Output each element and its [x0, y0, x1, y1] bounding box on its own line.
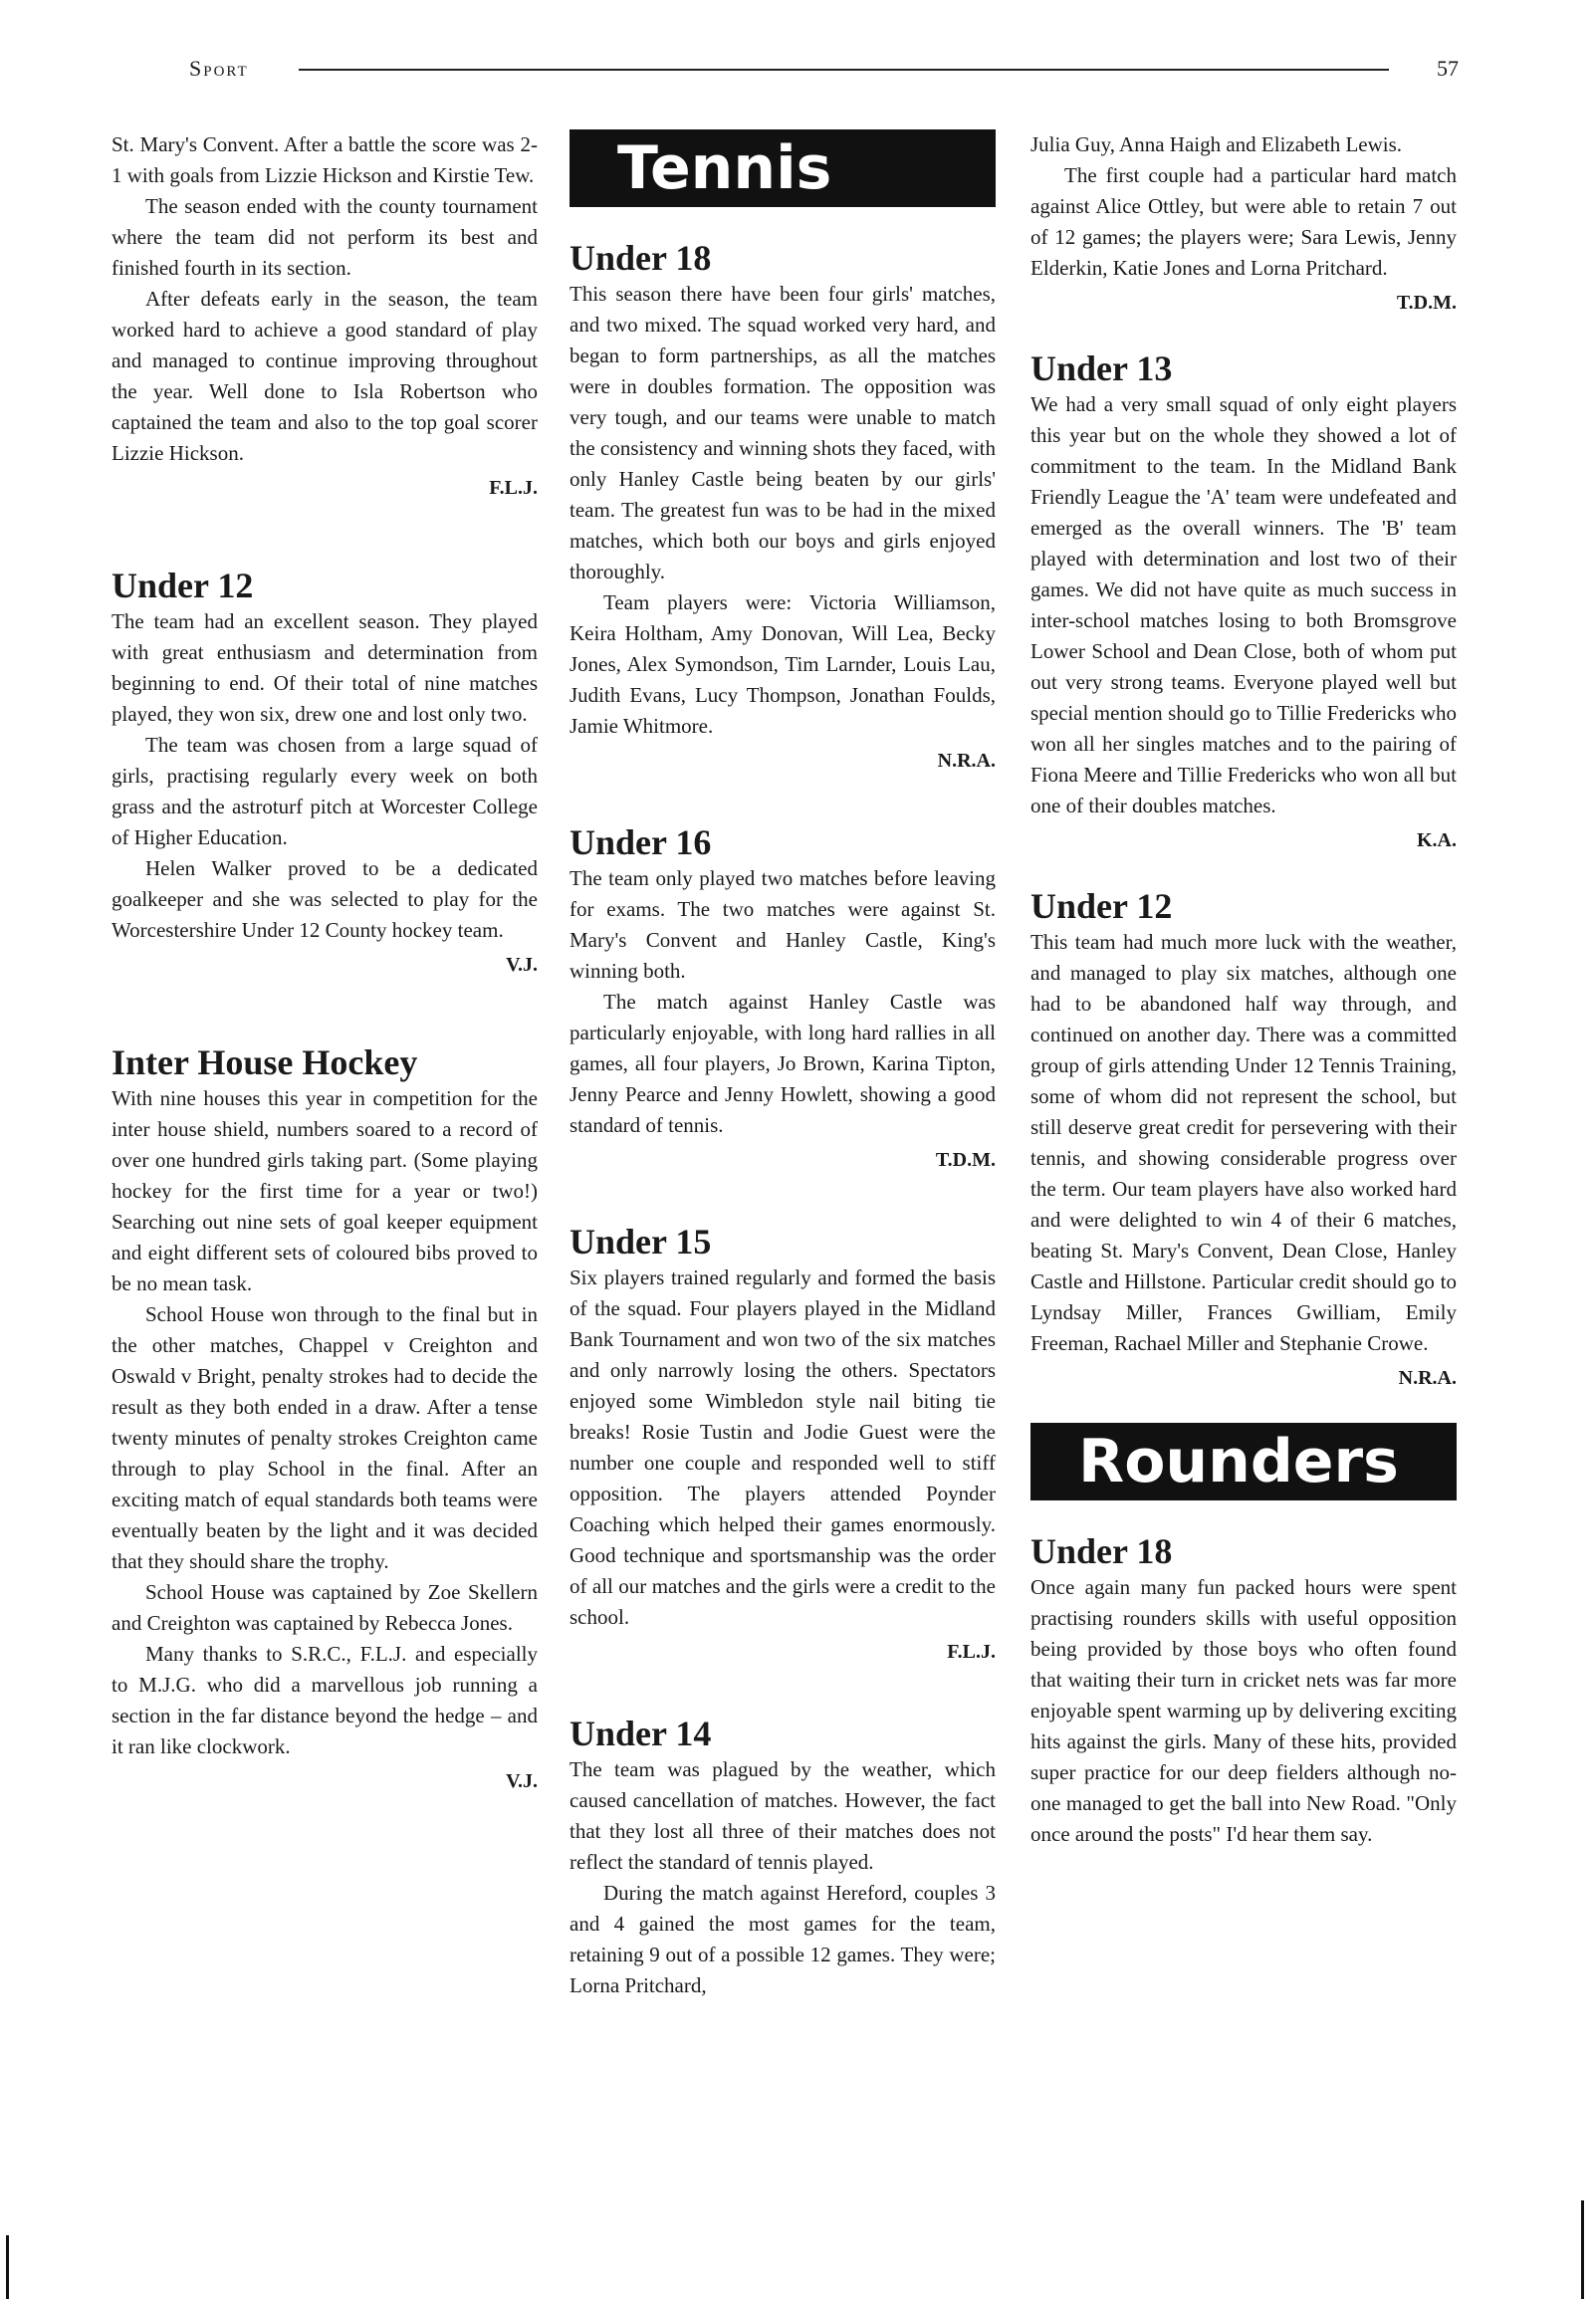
spacer: [570, 1175, 996, 1221]
author-initials: V.J.: [506, 1770, 538, 1792]
spacer: [1030, 855, 1457, 885]
page-header: [189, 50, 1459, 90]
spacer: [570, 776, 996, 821]
paragraph: The season ended with the county tournament where the team did not perform its best and finished fourth in its section.: [112, 194, 538, 280]
spacer: [1030, 318, 1457, 347]
section-heading: Under 18: [1030, 1531, 1173, 1571]
paragraph: The team only played two matches before leaving for exams. The two matches were against St. Mary's Convent and Hanley Castle, King's winning both.: [570, 866, 996, 983]
paragraph: This season there have been four girls' matches, and two mixed. The squad worked very hard, and began to form partnerships, as all the matches were in doubles formation. The opposition was very tough, and our teams were unable to match the consistency and winning shots they faced, with only Hanley Castle being beaten by our girls' team. The greatest fun was to be had in the mixed matches, which both our boys and girls enjoyed thoroughly.: [570, 282, 996, 583]
paragraph: The team was chosen from a large squad of girls, practising regularly every week on both grass and the astroturf pitch at Worcester College of Higher Education.: [112, 733, 538, 849]
rounders-banner: Rounders: [1030, 1423, 1457, 1500]
paragraph: Team players were: Victoria Williamson, Keira Holtham, Amy Donovan, Will Lea, Becky Jones, Alex Symondson, Tim Larnder, Louis Lau, Judith Evans, Lucy Thompson, Jonathan Foulds, Jamie Whitmore.: [570, 590, 996, 738]
section-heading: Under 12: [1030, 886, 1173, 926]
tennis-banner: Tennis: [570, 129, 996, 207]
section-heading: Under 13: [1030, 348, 1173, 388]
paragraph: The match against Hanley Castle was particularly enjoyable, with long hard rallies in all games, all four players, Jo Brown, Karina Tipton, Jenny Pearce and Jenny Howlett, showing a good standard of tennis.: [570, 990, 996, 1137]
section-heading: Under 16: [570, 822, 712, 862]
author-initials: F.L.J.: [947, 1641, 996, 1663]
section-title: Sport: [189, 56, 249, 81]
scan-edge-mark: [6, 2235, 9, 2299]
paragraph: During the match against Hereford, couples 3 and 4 gained the most games for the team, retaining 9 out of a possible 12 games. They were; Lorna Pritchard,: [570, 1881, 996, 1997]
section-heading: Inter House Hockey: [112, 1042, 418, 1082]
paragraph: Helen Walker proved to be a dedicated goalkeeper and she was selected to play for the Worcestershire Under 12 County hockey team.: [112, 856, 538, 942]
spacer: [112, 503, 538, 565]
paragraph: School House won through to the final but in the other matches, Chappel v Creighton and Oswald v Bright, penalty strokes had to decide the result as they both ended in a draw. After a tense twenty minutes of penalty strokes Creighton came through to play School in the final. After an exciting match of equal standards both teams were eventually beaten by the light and it was decided that they should share the trophy.: [112, 1302, 538, 1573]
paragraph: We had a very small squad of only eight players this year but on the whole they showed a lot of commitment to the team. In the Midland Bank Friendly League the 'A' team were undefeated and emerged as the overall winners. The 'B' team played with determination and lost two of their games. We did not have quite as much success in inter-school matches losing to both Bromsgrove Lower School and Dean Close, both of whom put out very strong teams. Everyone played well but special mention should go to Tillie Fredericks who won all her singles matches and to the pairing of Fiona Meere and Tillie Fredericks who won all but one of their doubles matches.: [1030, 392, 1457, 817]
scan-edge-mark: [1581, 2200, 1584, 2299]
section-heading: Under 15: [570, 1222, 712, 1262]
paragraph: With nine houses this year in competition for the inter house shield, numbers soared to a record of over one hundred girls taking part. (Some playing hockey for the first time for a year or two!) Searching out nine sets of goal keeper equipment and eight different sets of coloured bibs proved to be no mean task.: [112, 1086, 538, 1295]
spacer: [112, 980, 538, 1041]
author-initials: T.D.M.: [1396, 292, 1457, 314]
header-rule: [299, 69, 1389, 71]
author-initials: N.R.A.: [1398, 1367, 1457, 1389]
paragraph: After defeats early in the season, the team worked hard to achieve a good standard of play and managed to continue improving throughout the year. Well done to Isla Robertson who captained the team and also to the top goal scorer Lizzie Hickson.: [112, 287, 538, 465]
section-heading: Under 12: [112, 566, 254, 605]
author-initials: V.J.: [506, 954, 538, 976]
paragraph: Many thanks to S.R.C., F.L.J. and especially to M.J.G. who did a marvellous job running a section in the far distance beyond the hedge – and it ran like clockwork.: [112, 1642, 538, 1758]
author-initials: F.L.J.: [489, 477, 538, 499]
paragraph: Once again many fun packed hours were spent practising rounders skills with useful opposition being provided by those boys who often found that waiting their turn in cricket nets was far more enjoyable spent warming up by delivering exciting hits against the girls. Many of these hits, provided super practice for our deep fielders although no-one managed to get the ball into New Road. "Only once around the posts" I'd hear them say.: [1030, 1575, 1457, 1846]
column-left: [112, 129, 538, 1796]
spacer: [570, 207, 996, 237]
author-initials: N.R.A.: [937, 750, 996, 772]
author-initials: T.D.M.: [935, 1149, 996, 1171]
section-heading: Under 18: [570, 238, 712, 278]
paragraph: School House was captained by Zoe Skellern and Creighton was captained by Rebecca Jones.: [112, 1580, 538, 1635]
paragraph: Julia Guy, Anna Haigh and Elizabeth Lewis.: [1030, 132, 1403, 156]
column-right: [1030, 129, 1457, 1850]
paragraph: The team was plagued by the weather, which caused cancellation of matches. However, the fact that they lost all three of their matches does not reflect the standard of tennis played.: [570, 1757, 996, 1874]
author-initials: K.A.: [1417, 829, 1457, 851]
paragraph: The first couple had a particular hard match against Alice Ottley, but were able to retain 7 out of 12 games; the players were; Sara Lewis, Jenny Elderkin, Katie Jones and Lorna Pritchard.: [1030, 163, 1457, 280]
page-number: 57: [1437, 56, 1459, 81]
spacer: [1030, 1393, 1457, 1423]
paragraph: The team had an excellent season. They played with great enthusiasm and determination from beginning to end. Of their total of nine matches played, they won six, drew one and lost only two.: [112, 609, 538, 726]
spacer: [570, 1667, 996, 1713]
paragraph: Six players trained regularly and formed the basis of the squad. Four players played in the Midland Bank Tournament and won two of the six matches and only narrowly losing the others. Spectators enjoyed some Wimbledon style nail biting tie breaks! Rosie Tustin and Jodie Guest were the number one couple and responded well to stiff opposition. The players attended Poynder Coaching which helped their games enormously. Good technique and sportsmanship was the order of all our matches and the girls were a credit to the school.: [570, 1265, 996, 1629]
paragraph: This team had much more luck with the weather, and managed to play six matches, although one had to be abandoned half way through, and continued on another day. There was a committed group of girls attending Under 12 Tennis Training, some of whom did not represent the school, but still deserve great credit for persevering with their tennis, and showing considerable progress over the term. Our team players have also worked hard and were delighted to win 4 of their 6 matches, beating St. Mary's Convent, Dean Close, Hanley Castle and Hillstone. Particular credit should go to Lyndsay Miller, Frances Gwilliam, Emily Freeman, Rachael Miller and Stephanie Crowe.: [1030, 930, 1457, 1355]
spacer: [1030, 1500, 1457, 1530]
column-middle: [570, 129, 996, 2001]
section-heading: Under 14: [570, 1714, 712, 1753]
paragraph: St. Mary's Convent. After a battle the score was 2-1 with goals from Lizzie Hickson and Kirstie Tew.: [112, 132, 538, 187]
